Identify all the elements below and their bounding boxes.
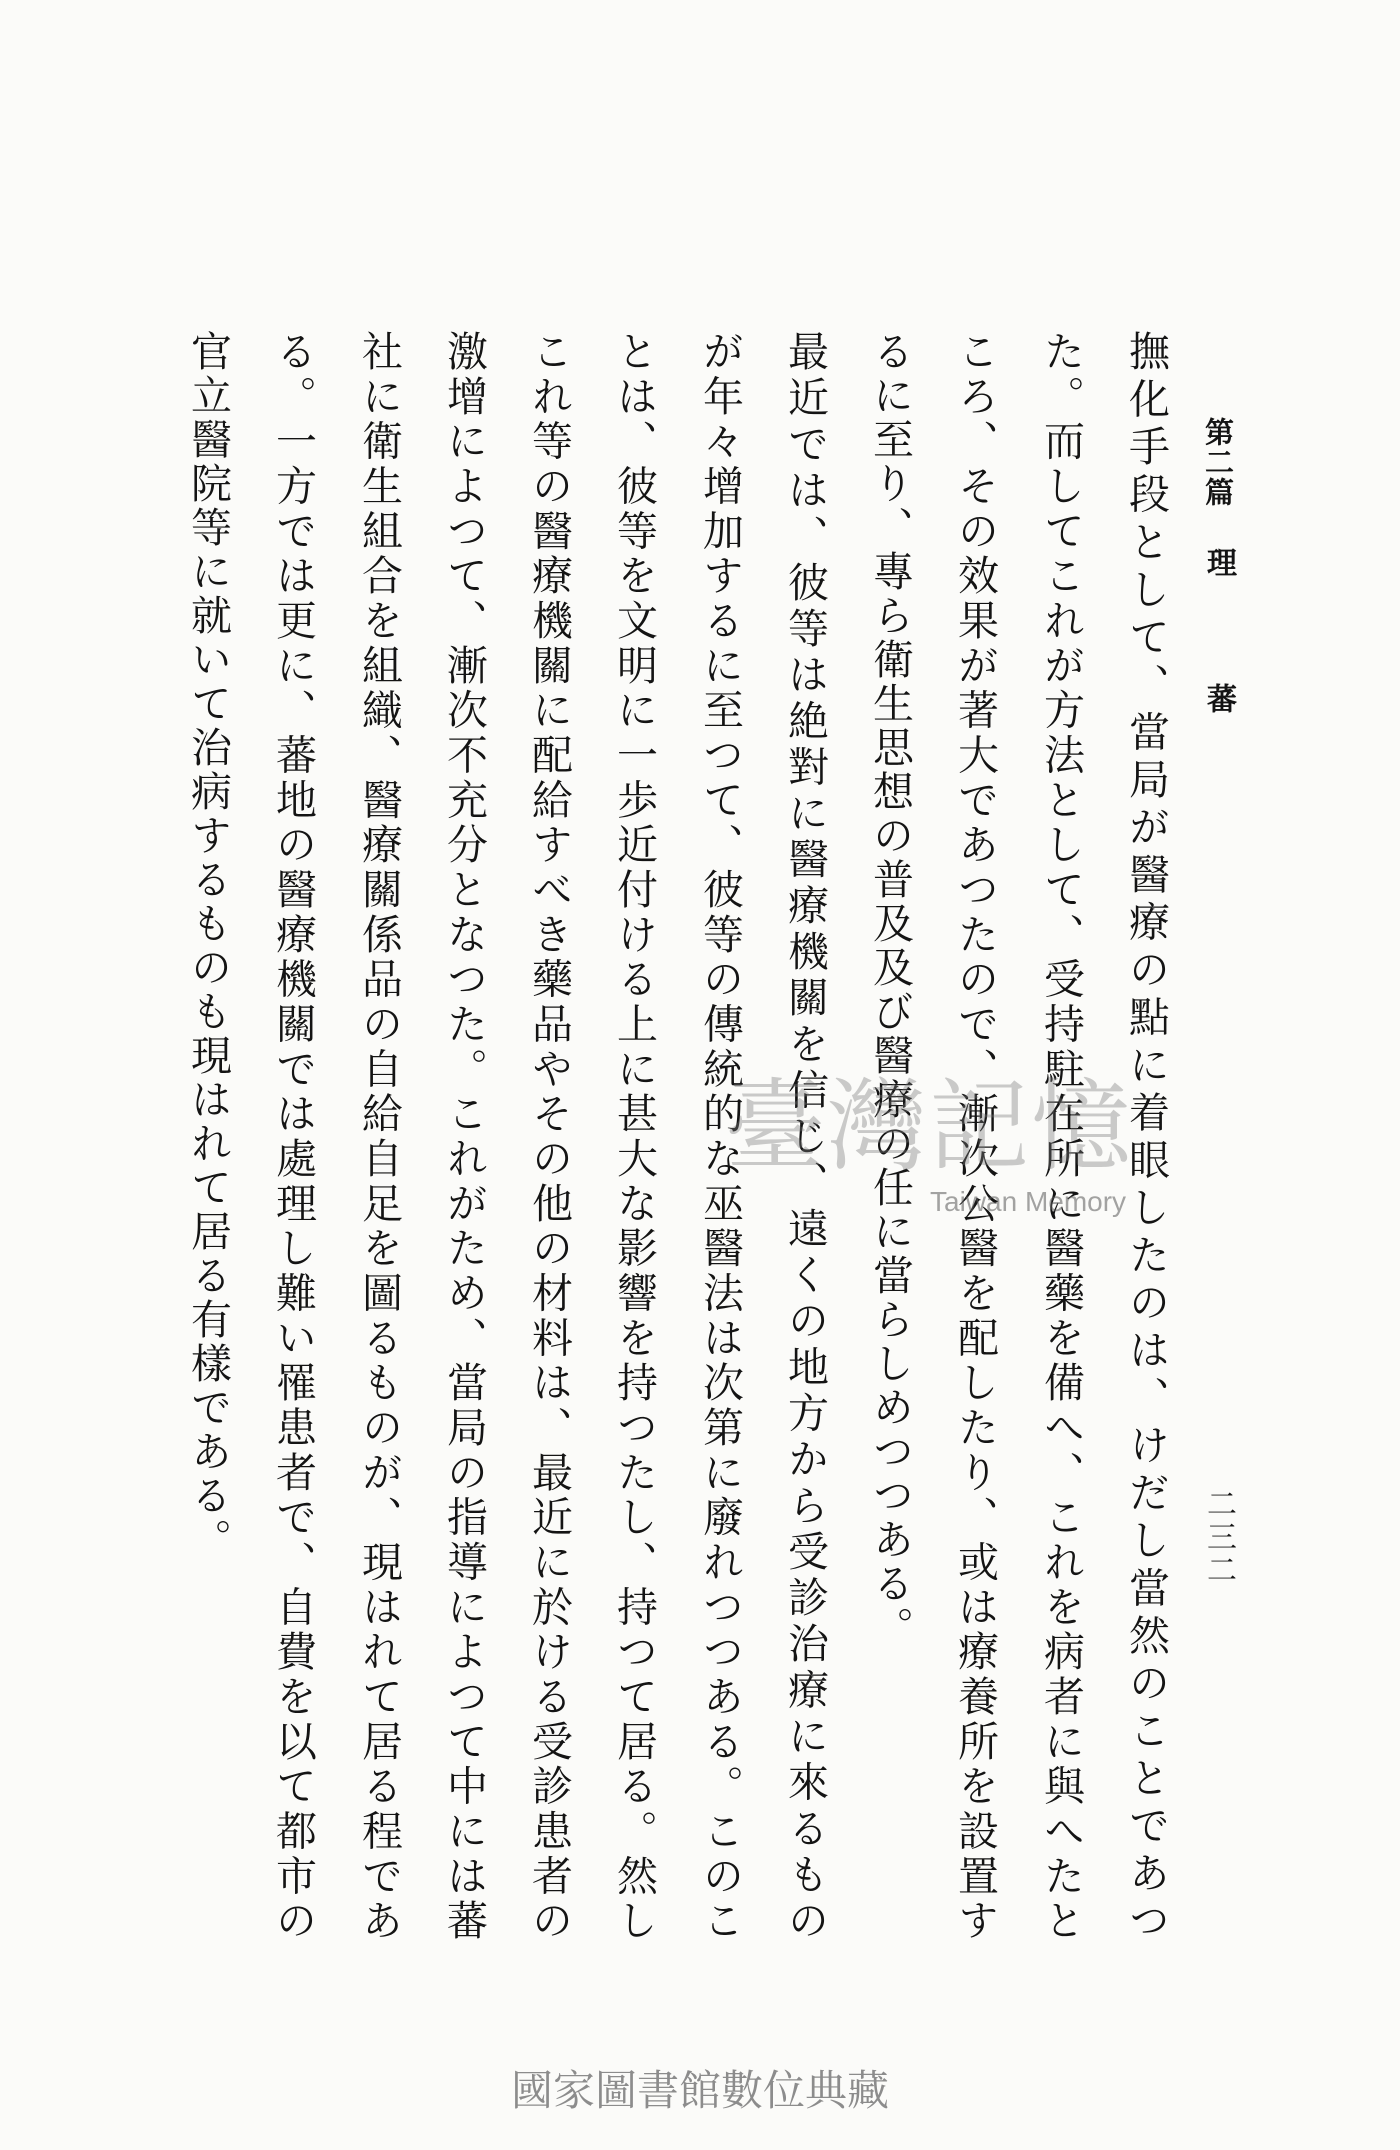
text-column-5: 最近では、彼等は絶對に醫療機關を信じ、遠くの地方から受診治療に來るもの (781, 330, 829, 1940)
text-column-9: 激增によつて、漸次不充分となつた。これがため、當局の指導によつて中には蕃 (440, 330, 488, 1940)
page-number: 二三二 (1201, 1488, 1236, 1587)
watermark-subtext: Taiwan Memory (930, 1186, 1127, 1217)
watermark-logo: 臺灣記憶 (725, 1068, 1133, 1185)
text-column-2: た。而してこれが方法として、受持駐在所に醫藥を備へ、これを病者に與へたと (1037, 330, 1085, 1941)
text-column-10: 社に衛生組合を組織、醫療關係品の自給自足を圖るものが、現はれて居る程であ (355, 330, 403, 1941)
text-column-1: 撫化手段として、當局が醫療の點に着眼したのは、けだし當然のことであつ (1122, 330, 1170, 1940)
text-column-12: 官立醫院等に就いて治病するものも現はれて居る有樣である。 (184, 330, 232, 1562)
text-column-6: が年々增加するに至つて、彼等の傳統的な巫醫法は次第に廢れつつある。このこ (696, 330, 744, 1941)
text-column-11: る。一方では更に、蕃地の醫療機關では處理し難い罹患者で、自費を以て都市の (269, 330, 317, 1940)
text-column-3: ころ、その效果が著大であつたので、漸次公醫を配したり、或は療養所を設置す (951, 330, 999, 1941)
collection-footer: 國家圖書館數位典藏 (510, 2066, 889, 2115)
text-column-4: るに至り、專ら衛生思想の普及及び醫療の任に當らしめつつある。 (866, 330, 914, 1650)
chapter-title: 理蕃 (1201, 547, 1236, 819)
text-column-7: とは、彼等を文明に一歩近付ける上に甚大な影響を持つたし、持つて居る。然し (610, 330, 658, 1941)
part-label: 第二篇 (1201, 417, 1235, 507)
text-column-8: これ等の醫療機關に配給すべき藥品やその他の材料は、最近に於ける受診患者の (525, 330, 573, 1940)
